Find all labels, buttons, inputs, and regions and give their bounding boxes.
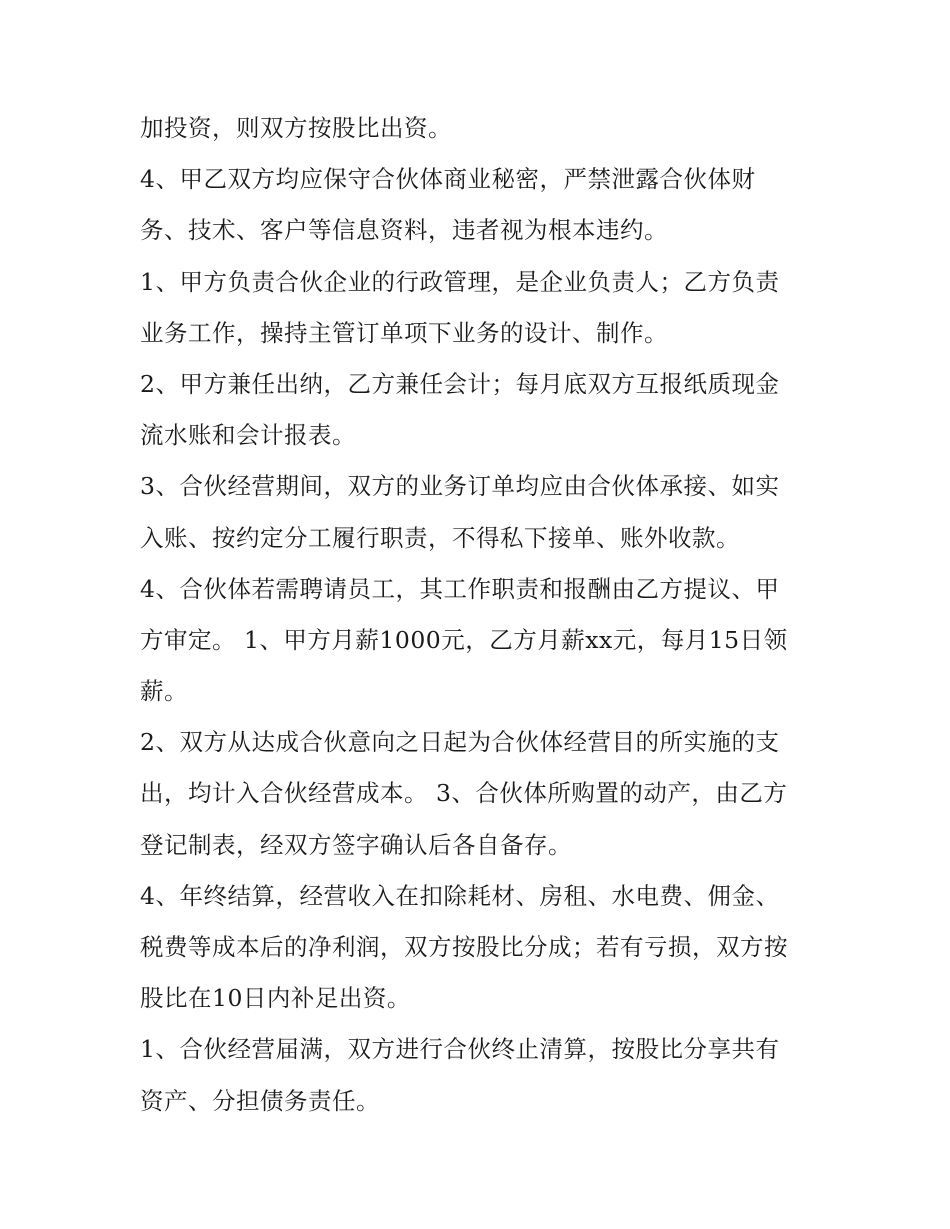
- text-line: 4、合伙体若需聘请员工，其工作职责和报酬由乙方提议、甲: [140, 574, 780, 603]
- text-line: 登记制表，经双方签字确认后各自备存。: [140, 830, 572, 859]
- text-line: 税费等成本后的净利润，双方按股比分成；若有亏损，双方按: [140, 933, 788, 961]
- text-line: 入账、按约定分工履行职责，不得私下接单、账外收款。: [140, 523, 740, 552]
- text-line: 资产、分担债务责任。: [140, 1086, 380, 1115]
- text-line: 出，均计入合伙经营成本。 3、合伙体所购置的动产，由乙方: [140, 779, 788, 808]
- text-line: 股比在10日内补足出资。: [140, 984, 411, 1013]
- text-line: 方审定。 1、甲方月薪1000元，乙方月薪xx元，每月15日领: [140, 625, 788, 654]
- text-line: 3、合伙经营期间，双方的业务订单均应由合伙体承接、如实: [140, 472, 780, 501]
- text-line: 流水账和会计报表。: [140, 421, 356, 450]
- text-line: 4、年终结算，经营收入在扣除耗材、房租、水电费、佣金、: [140, 881, 780, 910]
- text-line: 1、甲方负责合伙企业的行政管理，是企业负责人；乙方负责: [140, 267, 780, 296]
- text-line: 业务工作，操持主管订单项下业务的设计、制作。: [140, 318, 668, 347]
- document-body: [140, 103, 820, 1127]
- text-line: 2、双方从达成合伙意向之日起为合伙体经营目的所实施的支: [140, 728, 780, 757]
- text-line: 薪。: [140, 677, 188, 706]
- text-line: 1、合伙经营届满，双方进行合伙终止清算，按股比分享共有: [140, 1035, 780, 1064]
- text-line: 务、技术、客户等信息资料，违者视为根本违约。: [140, 216, 668, 245]
- text-line: 4、甲乙双方均应保守合伙体商业秘密，严禁泄露合伙体财: [140, 165, 756, 194]
- text-line: 2、甲方兼任出纳，乙方兼任会计；每月底双方互报纸质现金: [140, 369, 780, 398]
- text-line: 加投资，则双方按股比出资。: [140, 114, 452, 142]
